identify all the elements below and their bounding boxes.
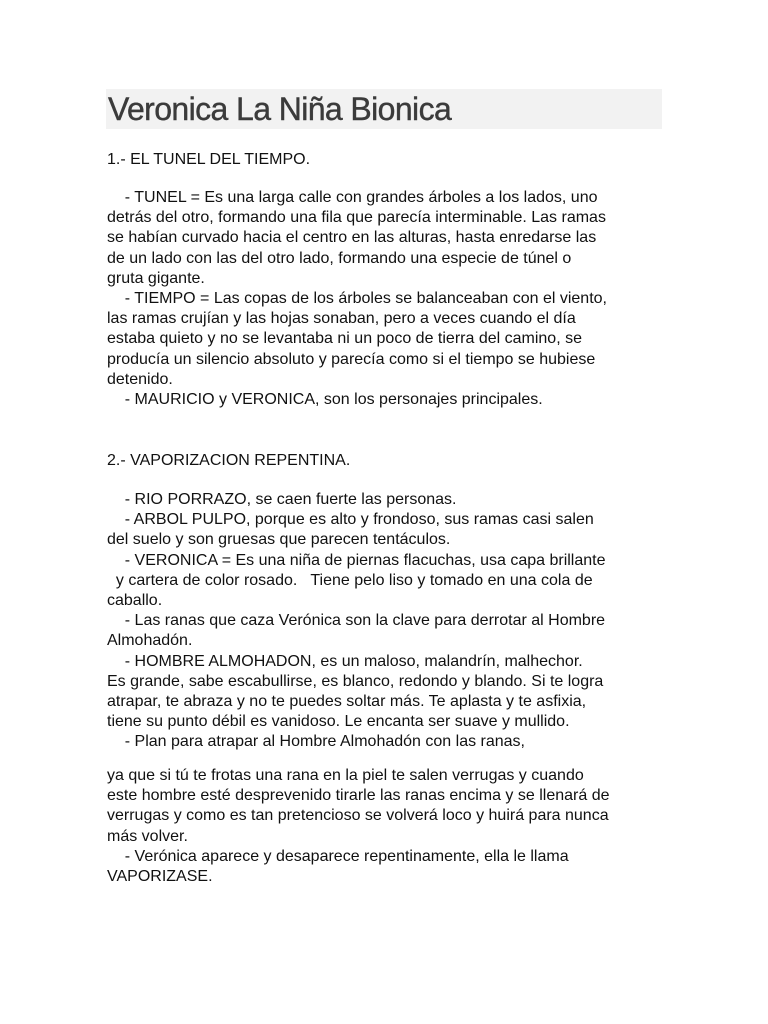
paragraph-line: - Las ranas que caza Verónica son la clave para derrotar al Hombre xyxy=(107,612,606,630)
paragraph-line: VAPORIZASE. xyxy=(107,867,213,885)
paragraph-line: - ARBOL PULPO, porque es alto y frondoso, sus ramas casi salen xyxy=(107,511,594,529)
section-1-body xyxy=(107,188,663,410)
paragraph-line: - Plan para atrapar al Hombre Almohadón con las ranas, xyxy=(107,733,525,751)
paragraph-line: ya que si tú te frotas una rana en la piel te salen verrugas y cuando xyxy=(107,767,584,784)
paragraph-line: - VERONICA = Es una niña de piernas flacuchas, usa capa brillante xyxy=(107,551,606,569)
paragraph-line: se habían curvado hacia el centro en las alturas, hasta enredarse las xyxy=(107,229,597,247)
paragraph-line: Es grande, sabe escabullirse, es blanco, redondo y blando. Si te logra xyxy=(107,672,604,690)
section-2-heading xyxy=(107,451,663,471)
paragraph-line: - HOMBRE ALMOHADON, es un maloso, malandrín, malhechor. xyxy=(107,652,583,670)
paragraph-line: - RIO PORRAZO, se caen fuerte las personas. xyxy=(107,491,457,508)
section-2-body xyxy=(107,490,663,752)
paragraph-line: más volver. xyxy=(107,827,188,845)
paragraph-line: estaba quieto y no se levantaba ni un poco de tierra del camino, se xyxy=(107,330,582,348)
paragraph-line: - MAURICIO y VERONICA, son los personajes principales. xyxy=(107,390,543,408)
section-1-heading xyxy=(107,150,663,170)
paragraph-line: este hombre esté desprevenido tirarle las ranas encima y se llenará de xyxy=(107,787,610,805)
paragraph-line: y cartera de color rosado. Tiene pelo liso y tomado en una cola de xyxy=(107,571,593,589)
section-heading: 1.- EL TUNEL DEL TIEMPO. xyxy=(107,151,311,168)
paragraph-line: atrapar, te abraza y no te puedes soltar más. Te aplasta y te asfixia, xyxy=(107,692,587,710)
paragraph-line: - TIEMPO = Las copas de los árboles se balanceaban con el viento, xyxy=(107,289,607,307)
document-title: Veronica La Niña Bionica xyxy=(108,91,452,127)
paragraph-line: del suelo y son gruesas que parecen tentáculos. xyxy=(107,531,451,549)
paragraph-line: detrás del otro, formando una fila que parecía interminable. Las ramas xyxy=(107,209,606,227)
section-heading: 2.- VAPORIZACION REPENTINA. xyxy=(107,452,351,469)
paragraph-line: las ramas crujían y las hojas sonaban, pero a veces cuando el día xyxy=(107,310,576,328)
paragraph-line: tiene su punto débil es vanidoso. Le encanta ser suave y mullido. xyxy=(107,713,570,731)
paragraph-line: verrugas y como es tan pretencioso se volverá loco y huirá para nunca xyxy=(107,807,609,825)
paragraph-line: detenido. xyxy=(107,370,173,388)
paragraph-line: producía un silencio absoluto y parecía como si el tiempo se hubiese xyxy=(107,350,596,368)
paragraph-line: - TUNEL = Es una larga calle con grandes árboles a los lados, uno xyxy=(107,189,598,206)
paragraph-line: gruta gigante. xyxy=(107,269,205,287)
section-2-continuation xyxy=(107,766,663,887)
paragraph-line: - Verónica aparece y desaparece repentinamente, ella le llama xyxy=(107,847,569,865)
paragraph-line: caballo. xyxy=(107,591,163,609)
paragraph-line: Almohadón. xyxy=(107,632,193,650)
paragraph-line: de un lado con las del otro lado, formando una especie de túnel o xyxy=(107,249,572,267)
